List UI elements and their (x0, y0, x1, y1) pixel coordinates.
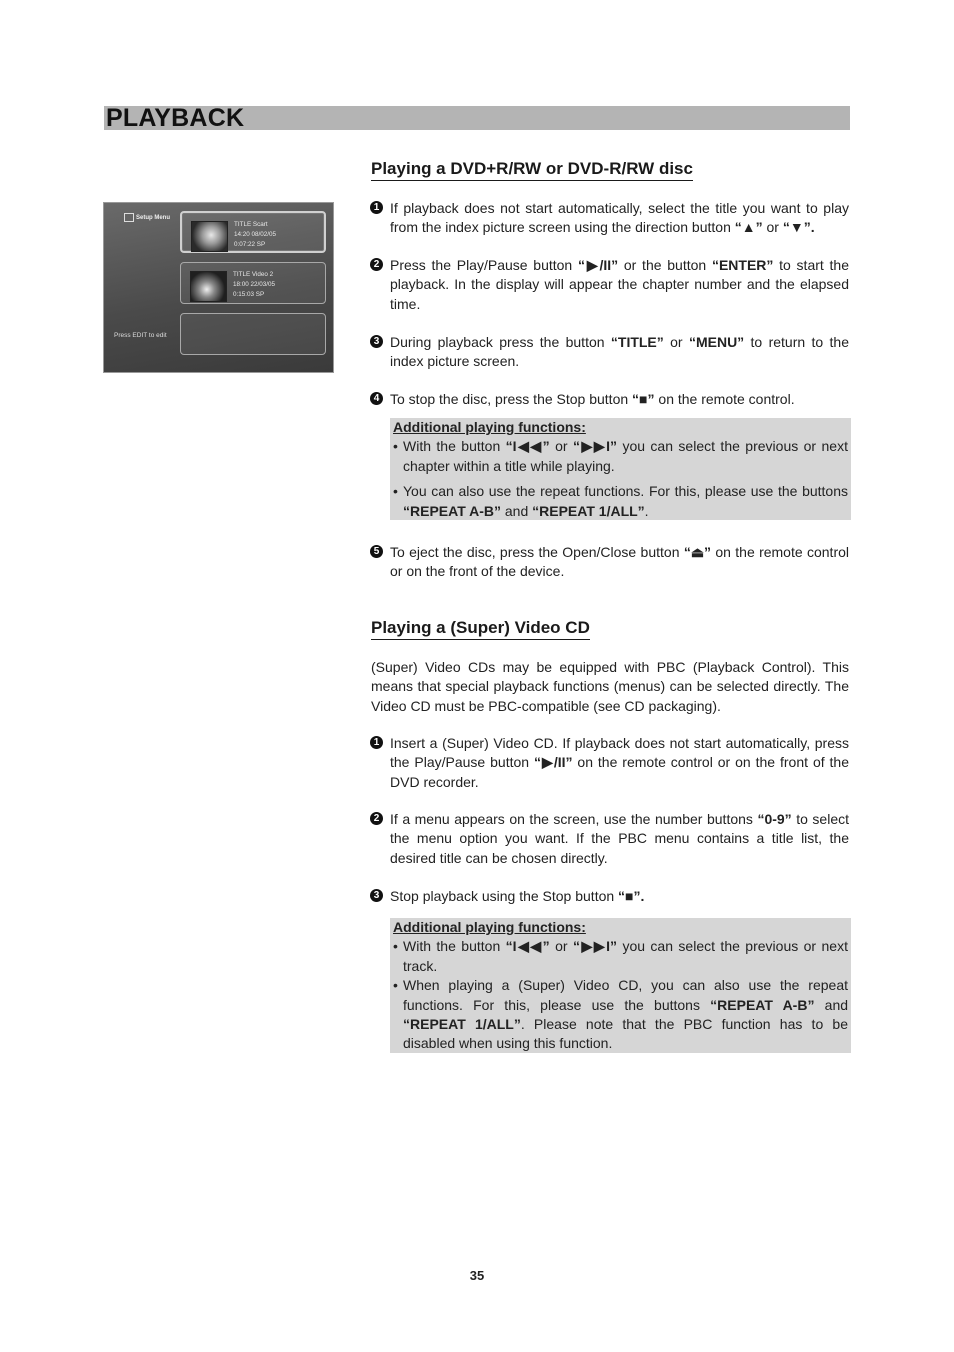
step-text: If playback does not start automatically, select the title you want to play from the index picture screen using the direction button “▲” or “▼”. (390, 200, 849, 236)
step-number: 1 (370, 201, 383, 214)
step-number: 3 (370, 889, 383, 902)
step-text: Press the Play/Pause button “▶/II” or the button “ENTER” to start the playback. In the display will appear the chapter number and the elapsed time. (390, 257, 849, 312)
screen-logo-text: Setup Menu (136, 215, 170, 222)
index-screen-image (103, 202, 334, 373)
step-text: Stop playback using the Stop button “■”. (390, 888, 645, 904)
title-name: TITLE Video 2 (233, 271, 274, 278)
title-thumbnail (190, 271, 227, 302)
bullet-item: • When playing a (Super) Video CD, you can also use the repeat functions. For this, please use the buttons “REPEAT A-B” and “REPEAT 1/ALL”. Please note that the PBC function has to be disabled when using this function. (393, 977, 849, 1052)
title-datetime: 14:20 08/02/05 (234, 231, 277, 238)
page-title: PLAYBACK (106, 104, 245, 132)
screen-logo (124, 213, 170, 222)
title-duration: 0:15:03 SP (233, 291, 265, 298)
step-text: If a menu appears on the screen, use the number buttons “0-9” to select the menu option you want. If the PBC menu contains a title list, the desired title can be chosen directly. (390, 811, 849, 866)
section-heading-vcd: Playing a (Super) Video CD (371, 618, 590, 640)
step-item (370, 333, 849, 372)
step-number: 4 (370, 392, 383, 405)
step-item (370, 199, 849, 238)
step-number: 2 (370, 258, 383, 271)
vcd-intro: (Super) Video CDs may be equipped with PBC (Playback Control). This means that special playback functions (menus) can be selected directly. The Video CD must be PBC-compatible (see CD packaging). (371, 659, 849, 714)
additional-functions-box (390, 918, 851, 1053)
box-title: Additional playing functions: (393, 919, 586, 935)
menu-icon (124, 213, 134, 222)
bullet-item: • With the button “I◀◀” or “▶▶I” you can select the previous or next chapter within a title while playing. (393, 438, 848, 474)
title-thumbnail (191, 221, 228, 252)
step-item (370, 543, 849, 582)
step-text: During playback press the button “TITLE” or “MENU” to return to the index picture screen. (390, 334, 849, 370)
section-heading-dvd: Playing a DVD+R/RW or DVD-R/RW disc (371, 159, 693, 181)
title-entry-text (233, 270, 275, 300)
bullet-item: • You can also use the repeat functions. For this, please use the buttons “REPEAT A-B” and “REPEAT 1/ALL”. (393, 483, 848, 519)
page-number: 35 (469, 1268, 485, 1283)
step-item (370, 887, 849, 906)
step-number: 3 (370, 335, 383, 348)
step-number: 1 (370, 736, 383, 749)
title-datetime: 18:00 22/03/05 (233, 281, 276, 288)
box-title: Additional playing functions: (393, 419, 586, 435)
header-bar (104, 106, 850, 130)
edit-hint: Press EDIT to edit (114, 332, 167, 339)
title-entry-text (234, 220, 276, 250)
title-entry (180, 262, 326, 304)
title-duration: 0:07:22 SP (234, 241, 266, 248)
step-text: To eject the disc, press the Open/Close button “⏏” on the remote control or on the front of the device. (390, 544, 849, 580)
step-item (370, 390, 849, 409)
step-text: Insert a (Super) Video CD. If playback does not start automatically, press the Play/Pause button “▶/II” on the remote control or on the front of the DVD recorder. (390, 735, 850, 790)
step-text: To stop the disc, press the Stop button “■” on the remote control. (390, 391, 795, 407)
step-number: 5 (370, 545, 383, 558)
bullet-item: • With the button “I◀◀” or “▶▶I” you can select the previous or next track. (393, 938, 848, 974)
step-item (370, 734, 849, 792)
additional-functions-box (390, 418, 851, 520)
title-entry-selected (180, 211, 326, 253)
step-item (370, 256, 849, 314)
step-number: 2 (370, 812, 383, 825)
title-entry-empty (180, 313, 326, 355)
step-item (370, 810, 849, 868)
title-name: TITLE Scart (234, 221, 268, 228)
